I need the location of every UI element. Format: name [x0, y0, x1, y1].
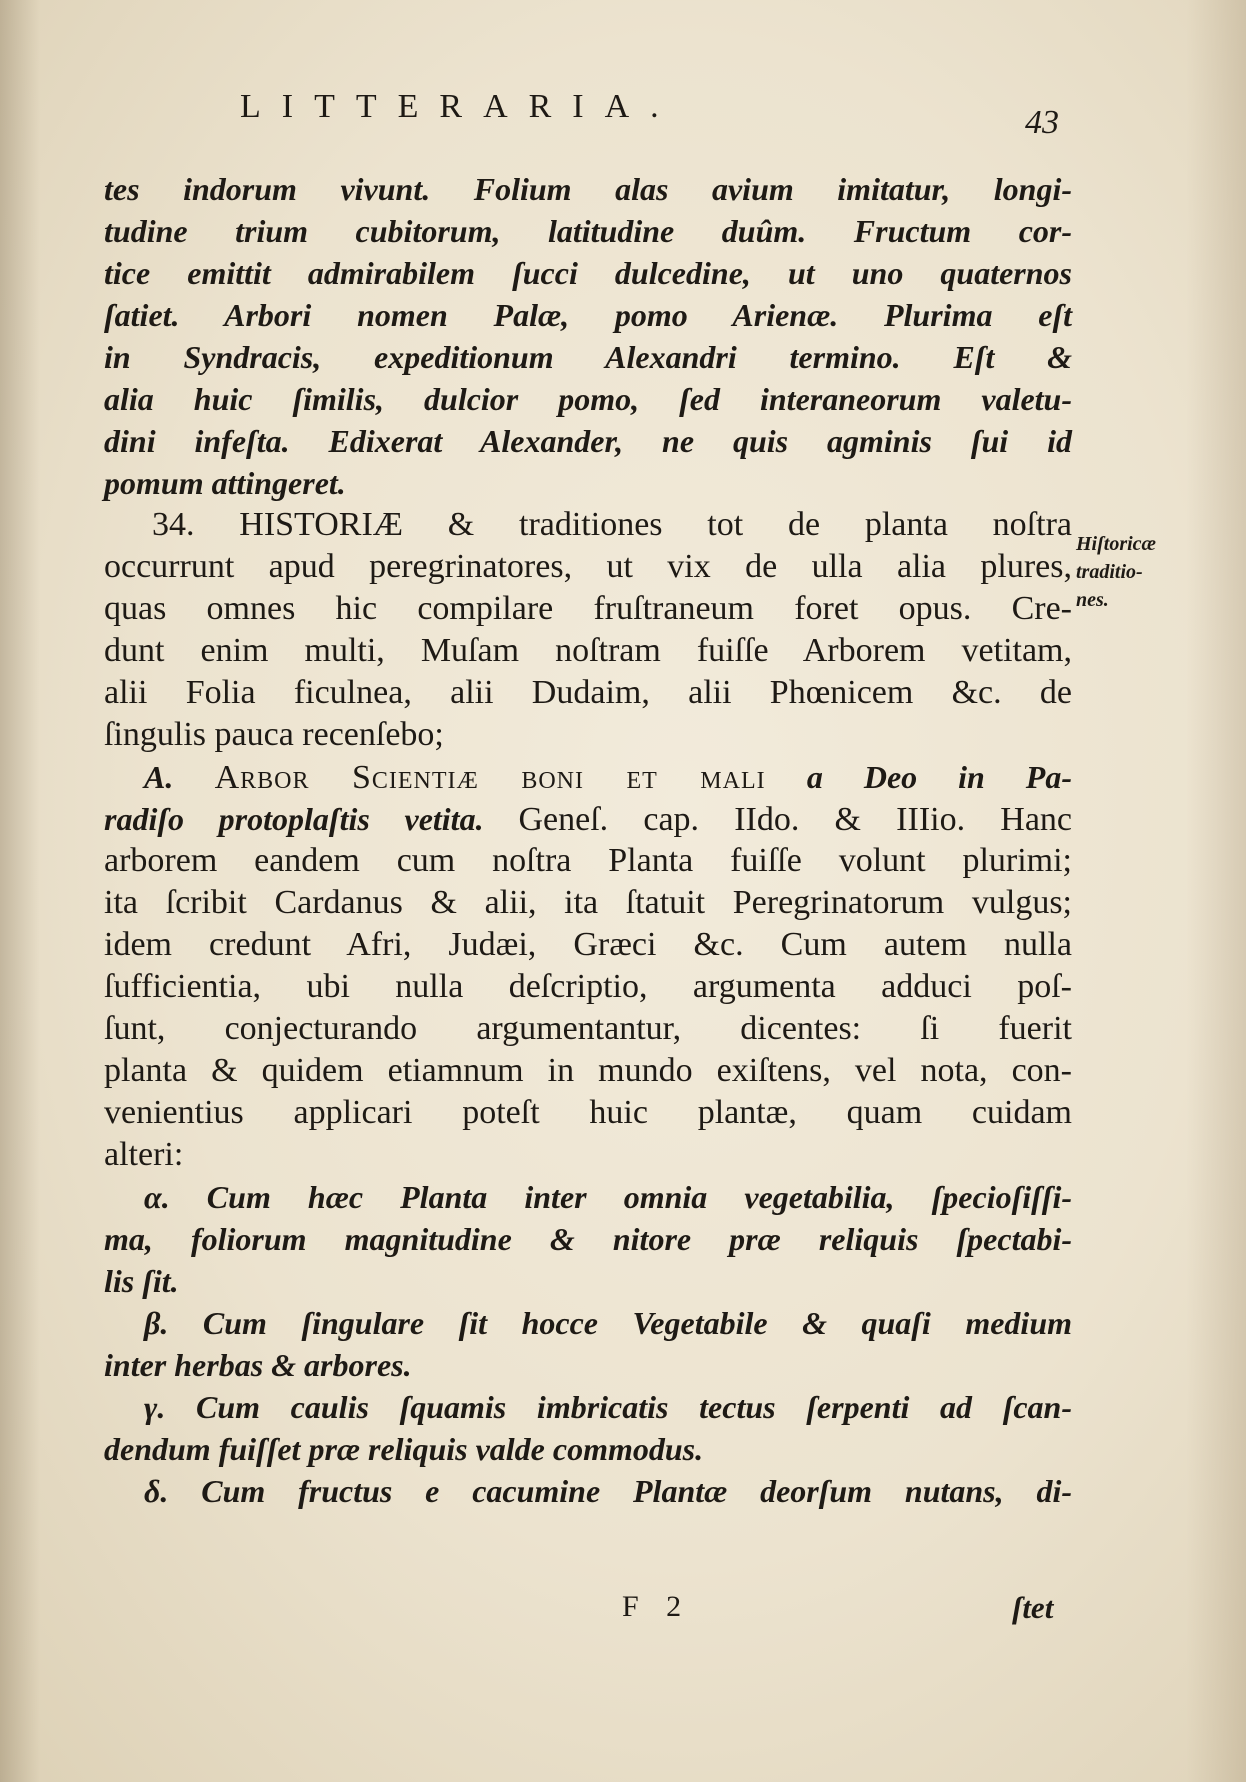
text-line: venientius applicari poteſt huic plantæ, quam cuidam — [104, 1094, 1072, 1131]
italic-text: radiſo protoplaſtis vetita. — [104, 801, 484, 837]
text-line: ſunt, conjecturando argumentantur, dicentes: ſi fuerit — [104, 1010, 1072, 1047]
subsection-a-second-line — [104, 798, 1072, 840]
marginal-note-line: traditio- — [1076, 561, 1143, 583]
text-line: alteri: — [104, 1136, 184, 1173]
text-line: in Syndracis, expeditionum Alexandri termino. Eſt & — [104, 339, 1072, 375]
spine-shadow — [0, 0, 40, 1782]
subsection-a-heading — [104, 756, 1072, 798]
marginal-note-line: Hiſtoricæ — [1076, 533, 1156, 555]
text-line: tice emittit admirabilem ſucci dulcedine, ut uno quaternos — [104, 255, 1072, 291]
text-line: inter herbas & arbores. — [104, 1347, 412, 1383]
text-line: ma, foliorum magnitudine & nitore præ reliquis ſpectabi- — [104, 1221, 1072, 1257]
subsection-caps-title: Arbor Scientiæ boni et mali — [214, 759, 766, 796]
subsection-italic-text: a Deo in Pa- — [806, 759, 1073, 795]
roman-text: Geneſ. cap. IIdo. & IIIio. Hanc — [518, 801, 1073, 838]
text-line: idem credunt Afri, Judæi, Græci &c. Cum autem nulla — [104, 926, 1072, 963]
paragraph-34-first-line: 34. HISTORIÆ & traditiones tot de planta noſtra — [152, 506, 1072, 543]
text-line: pomum attingeret. — [104, 465, 346, 501]
text-line: tes indorum vivunt. Folium alas avium imitatur, longi- — [104, 171, 1072, 207]
item-gamma-line: γ. Cum caulis ſquamis imbricatis tectus ſerpenti ad ſcan- — [144, 1389, 1072, 1425]
text-line: dendum fuiſſet præ reliquis valde commodus. — [104, 1431, 704, 1467]
text-line: ſingulis pauca recenſebo; — [104, 716, 444, 753]
text-line: planta & quidem etiamnum in mundo exiſtens, vel nota, con- — [104, 1052, 1072, 1089]
text-line: lis ſit. — [104, 1263, 179, 1299]
text-line: alii Folia ficulnea, alii Dudaim, alii Phœnicem &c. de — [104, 674, 1072, 711]
item-delta-line: δ. Cum fructus e cacumine Plantæ deorſum nutans, di- — [144, 1473, 1072, 1509]
page-edge-shadow — [1186, 0, 1246, 1782]
text-line: alia huic ſimilis, dulcior pomo, ſed interaneorum valetu- — [104, 381, 1072, 417]
page-number: 43 — [1025, 104, 1059, 141]
subsection-letter: A. — [144, 759, 174, 795]
text-line: arborem eandem cum noſtra Planta fuiſſe volunt plurimi; — [104, 842, 1072, 879]
marginal-note — [1076, 530, 1186, 614]
item-beta-line: β. Cum ſingulare ſit hocce Vegetabile & quaſi medium — [144, 1305, 1072, 1341]
text-line: tudine trium cubitorum, latitudine duûm. Fructum cor- — [104, 213, 1072, 249]
item-alpha-line: α. Cum hæc Planta inter omnia vegetabilia, ſpecioſiſſi- — [144, 1179, 1072, 1215]
text-line: ſatiet. Arbori nomen Palæ, pomo Arienæ. Plurima eſt — [104, 297, 1072, 333]
text-line: dini infeſta. Edixerat Alexander, ne quis agminis ſui id — [104, 423, 1072, 459]
text-line: dunt enim multi, Muſam noſtram fuiſſe Arborem vetitam, — [104, 632, 1072, 669]
signature-mark: F 2 — [622, 1590, 692, 1623]
catchword: ſtet — [1012, 1590, 1054, 1625]
text-line: ſufficientia, ubi nulla deſcriptio, argumenta adduci poſ- — [104, 968, 1072, 1005]
text-line: ita ſcribit Cardanus & alii, ita ſtatuit Peregrinatorum vulgus; — [104, 884, 1072, 921]
marginal-note-line: nes. — [1076, 589, 1109, 611]
text-line: quas omnes hic compilare fruſtraneum foret opus. Cre- — [104, 590, 1072, 627]
running-head: LITTERARIA. — [240, 88, 680, 125]
body-text — [104, 168, 1072, 1512]
text-line: occurrunt apud peregrinatores, ut vix de ulla alia plures, — [104, 548, 1072, 585]
